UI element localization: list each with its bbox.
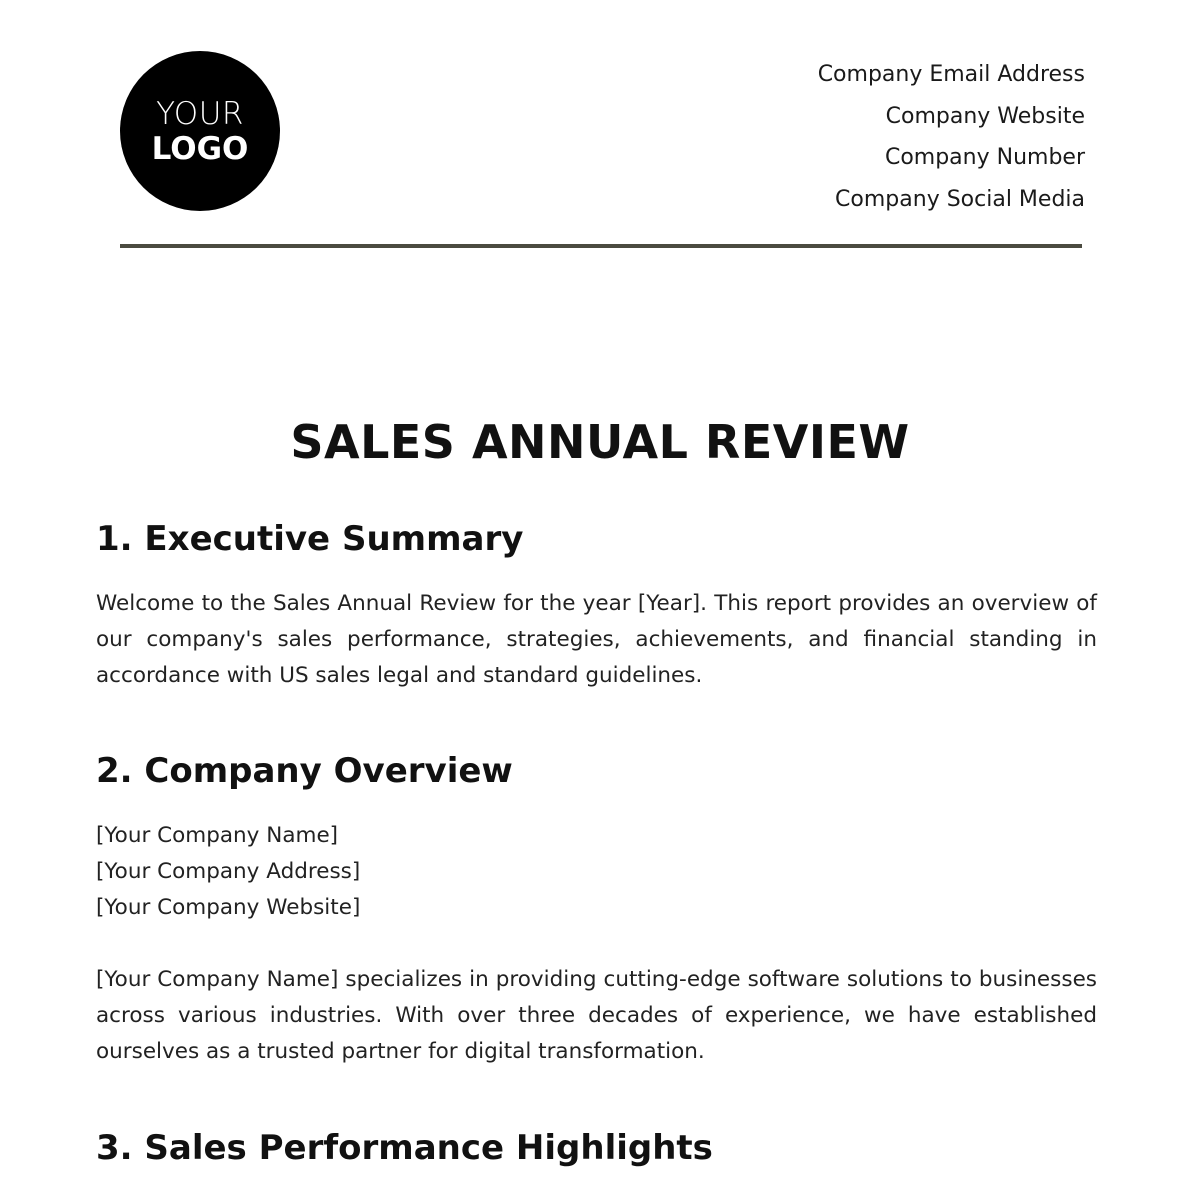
section-heading-sales-performance-highlights: 3. Sales Performance Highlights (96, 1128, 713, 1168)
section-heading-company-overview: 2. Company Overview (96, 751, 513, 791)
executive-summary-paragraph: Welcome to the Sales Annual Review for the year [Year]. This report provides an overview of our company's sales performance, strategies, achievements, and financial standing in accordance with US sales legal and standard guidelines. (96, 591, 1097, 688)
section-heading-executive-summary: 1. Executive Summary (96, 519, 524, 559)
company-details (96, 818, 360, 926)
logo-text-logo: LOGO (151, 131, 249, 167)
company-social-media: Company Social Media (835, 186, 1085, 212)
company-logo (120, 51, 280, 211)
company-address-line: [Your Company Address] (96, 859, 361, 884)
logo-text-your: YOUR (156, 96, 244, 132)
company-overview-paragraph: [Your Company Name] specializes in providing cutting-edge software solutions to businesses across various industries. With over three decades of experience, we have established ourselves as a trusted partner for digital transformation. (96, 967, 1097, 1064)
company-number: Company Number (884, 145, 1085, 170)
company-website-line: [Your Company Website] (96, 895, 361, 920)
header-divider (120, 244, 1082, 248)
company-email: Company Email Address (817, 62, 1085, 87)
company-contact-block (818, 54, 1085, 220)
company-website: Company Website (885, 103, 1085, 129)
company-name-line: [Your Company Name] (96, 823, 339, 848)
document-title: SALES ANNUAL REVIEW (290, 415, 910, 469)
